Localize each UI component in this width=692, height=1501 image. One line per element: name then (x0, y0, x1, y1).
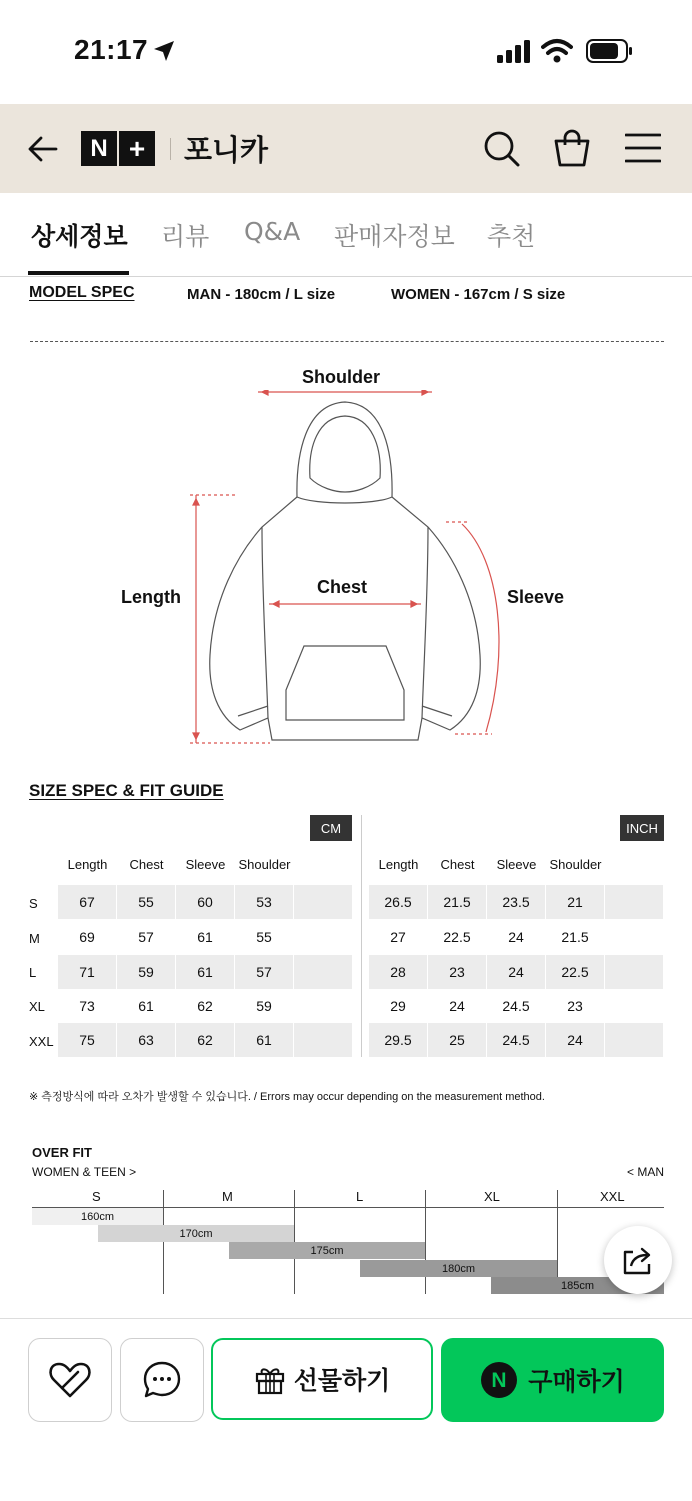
logo-n: N (90, 134, 108, 162)
over-fit-size-xxl: XXL (600, 1189, 625, 1204)
cm-l-sleeve: 61 (176, 955, 234, 989)
inch-l-length: 28 (369, 955, 427, 989)
cm-xl-shoulder: 59 (256, 998, 272, 1014)
store-name[interactable]: 포니카 (184, 133, 269, 167)
cm-xl-chest: 61 (138, 998, 154, 1014)
over-fit-right-label: < MAN (626, 1165, 664, 1179)
tab-detail[interactable]: 상세정보 (31, 222, 128, 251)
unit-badge-cm: CM (310, 815, 352, 841)
over-fit-bar-160: 160cm (32, 1208, 163, 1225)
gift-button-label: 선물하기 (293, 1366, 391, 1395)
over-fit-bar-170: 170cm (98, 1225, 294, 1242)
inch-s-chest: 21.5 (428, 885, 486, 919)
row-label-xl: XL (29, 999, 45, 1014)
col-header-sleeve-cm: Sleeve (185, 857, 226, 872)
over-fit-title: OVER FIT (32, 1145, 92, 1160)
gift-icon (254, 1363, 286, 1395)
cm-l-shoulder: 57 (235, 955, 293, 989)
gift-button[interactable] (211, 1338, 433, 1420)
cm-l-length: 71 (58, 955, 116, 989)
naverpay-n-icon (480, 1361, 518, 1399)
svg-text:N: N (491, 1369, 507, 1392)
over-fit-size-m: M (222, 1189, 233, 1204)
inch-s-sleeve: 23.5 (487, 885, 545, 919)
size-spec-title: SIZE SPEC & FIT GUIDE (29, 781, 224, 800)
shopping-bag-icon[interactable] (553, 128, 591, 168)
cm-xxl-length: 75 (58, 1023, 116, 1057)
battery-icon (586, 39, 634, 63)
diagram-label-sleeve: Sleeve (507, 587, 565, 607)
buy-button[interactable] (441, 1338, 664, 1422)
inch-l-shoulder: 22.5 (546, 955, 604, 989)
col-header-length-inch: Length (378, 857, 419, 872)
cm-s-shoulder: 53 (235, 885, 293, 919)
cm-m-length: 69 (79, 929, 95, 945)
cm-m-shoulder: 55 (256, 929, 272, 945)
unit-badge-inch: INCH (620, 815, 664, 841)
inch-s-length: 26.5 (369, 885, 427, 919)
row-label-s: S (29, 896, 38, 911)
inch-xl-chest: 24 (449, 998, 465, 1014)
cm-s-length: 67 (58, 885, 116, 919)
row-label-xxl: XXL (29, 1034, 54, 1049)
logo-plus: + (128, 132, 146, 164)
inch-l-chest: 23 (428, 955, 486, 989)
row-label-l: L (29, 965, 37, 980)
cm-s-chest: 55 (117, 885, 175, 919)
cm-m-sleeve: 61 (197, 929, 213, 945)
over-fit-grid-line (163, 1190, 164, 1294)
cm-xxl-empty (294, 1023, 352, 1057)
over-fit-size-s: S (92, 1189, 101, 1204)
section-divider (30, 341, 664, 342)
diagram-label-chest: Chest (317, 577, 368, 597)
brand-divider (170, 138, 171, 160)
cm-xxl-shoulder: 61 (235, 1023, 293, 1057)
cm-xl-length: 73 (79, 998, 95, 1014)
inch-s-empty (605, 885, 663, 919)
col-header-chest-inch: Chest (440, 857, 475, 872)
share-button[interactable] (604, 1226, 672, 1294)
cm-l-chest: 59 (117, 955, 175, 989)
cm-s-empty (294, 885, 352, 919)
diagram-label-shoulder: Shoulder (302, 367, 381, 387)
cm-m-chest: 57 (138, 929, 154, 945)
over-fit-bar-180: 180cm (360, 1260, 557, 1277)
hoodie-diagram (180, 390, 520, 750)
col-header-length-cm: Length (67, 857, 108, 872)
model-spec-women: WOMEN - 167cm / S size (391, 286, 566, 303)
wifi-icon (541, 38, 573, 64)
wishlist-button[interactable] (28, 1338, 112, 1422)
col-header-shoulder-inch: Shoulder (549, 857, 602, 872)
cm-l-empty (294, 955, 352, 989)
chat-button[interactable] (120, 1338, 204, 1422)
inch-xl-length: 29 (390, 998, 406, 1014)
over-fit-bar-185: 185cm (491, 1277, 664, 1294)
buy-button-label: 구매하기 (528, 1367, 625, 1396)
menu-icon[interactable] (625, 133, 661, 163)
over-fit-left-label: WOMEN & TEEN > (32, 1165, 137, 1179)
back-arrow-icon[interactable] (26, 133, 58, 165)
active-tab-indicator (28, 271, 129, 275)
measurement-note: ※ 측정방식에 따라 오차가 발생할 수 있습니다. / Errors may occur depending on the measurement method. (29, 1091, 545, 1103)
tab-seller-info[interactable]: 판매자정보 (334, 222, 455, 251)
cm-s-sleeve: 60 (176, 885, 234, 919)
inch-xxl-shoulder: 24 (546, 1023, 604, 1057)
inch-xl-sleeve: 24.5 (502, 998, 530, 1014)
model-spec-label: MODEL SPEC (29, 284, 135, 301)
cm-xl-sleeve: 62 (197, 998, 213, 1014)
location-arrow-icon (152, 39, 176, 63)
cm-xxl-sleeve: 62 (176, 1023, 234, 1057)
inch-xxl-sleeve: 24.5 (487, 1023, 545, 1057)
diagram-label-length: Length (121, 587, 181, 607)
inch-m-length: 27 (390, 929, 406, 945)
search-icon[interactable] (483, 130, 521, 168)
inch-m-sleeve: 24 (508, 929, 524, 945)
naver-plus-logo[interactable] (81, 131, 155, 166)
inch-l-sleeve: 24 (487, 955, 545, 989)
inch-xxl-empty (605, 1023, 663, 1057)
over-fit-size-l: L (356, 1189, 364, 1204)
col-header-chest-cm: Chest (129, 857, 164, 872)
over-fit-grid-line (425, 1190, 426, 1294)
inch-xl-shoulder: 23 (567, 998, 583, 1014)
share-icon (621, 1244, 655, 1276)
inch-m-chest: 22.5 (443, 929, 471, 945)
cm-xxl-chest: 63 (117, 1023, 175, 1057)
col-header-shoulder-cm: Shoulder (238, 857, 291, 872)
heart-icon (48, 1360, 92, 1400)
over-fit-size-xl: XL (484, 1189, 500, 1204)
status-time: 21:17 (74, 34, 149, 65)
inch-l-empty (605, 955, 663, 989)
tab-qna[interactable]: Q&A (244, 217, 301, 246)
tab-bar-border (0, 276, 692, 277)
model-spec-man: MAN - 180cm / L size (187, 286, 336, 303)
inch-xxl-length: 29.5 (369, 1023, 427, 1057)
inch-s-shoulder: 21 (546, 885, 604, 919)
tab-recommend[interactable]: 추천 (487, 222, 536, 251)
cellular-signal-icon (496, 40, 532, 64)
col-header-sleeve-inch: Sleeve (496, 857, 537, 872)
over-fit-bar-175: 175cm (229, 1242, 425, 1259)
inch-m-shoulder: 21.5 (561, 929, 589, 945)
row-label-m: M (29, 931, 40, 946)
chat-bubble-icon (142, 1360, 182, 1400)
table-divider (361, 815, 362, 1057)
tab-review[interactable]: 리뷰 (161, 222, 210, 251)
inch-xxl-chest: 25 (428, 1023, 486, 1057)
